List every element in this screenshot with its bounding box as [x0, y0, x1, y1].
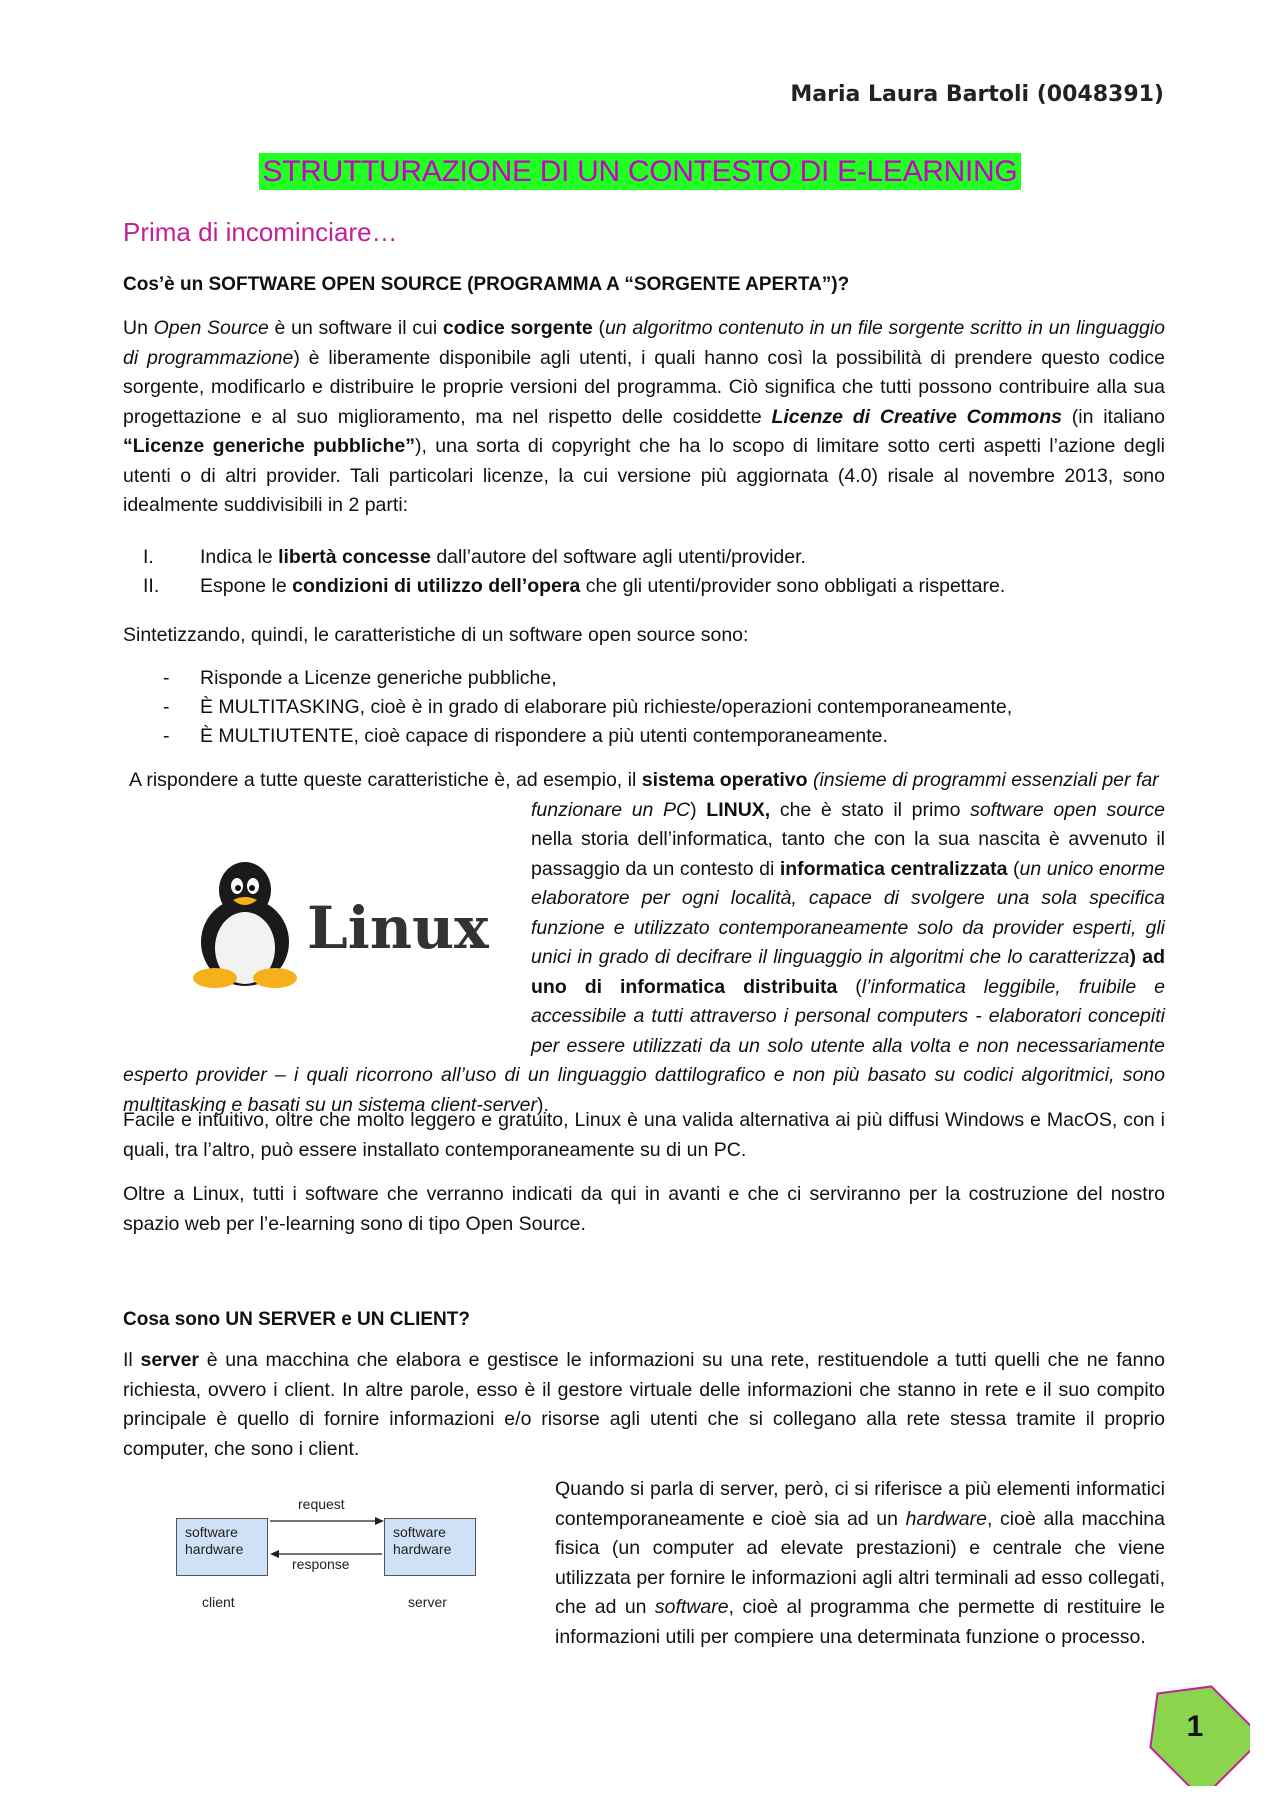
author-header: Maria Laura Bartoli (0048391) [790, 82, 1164, 107]
server-label: server [408, 1594, 447, 1610]
response-label: response [292, 1556, 350, 1572]
client-box: software hardware [176, 1518, 268, 1576]
paragraph-open-source-tools: Oltre a Linux, tutti i software che verranno indicati da qui in avanti e che ci serviranno per la costruzione del nostro spazio web per l’e-learning sono di tipo Open Source. [123, 1183, 1165, 1235]
client-server-diagram [150, 1496, 490, 1616]
list-item: - È MULTIUTENTE, cioè capace di rispondere a più utenti contemporaneamente. [163, 725, 888, 747]
paragraph-linux-alternative: Facile e intuitivo, oltre che molto leggero e gratuito, Linux è una valida alternativa ai più diffusi Windows e MacOS, con i quali, tra l’altro, può essere installato contemporaneamente su di un PC. [123, 1109, 1165, 1161]
server-box: software hardware [384, 1518, 476, 1576]
license-parts-list [123, 543, 1165, 601]
paragraph-summary: Sintetizzando, quindi, le caratteristiche di un software open source sono: [123, 624, 749, 646]
features-list [123, 664, 1165, 751]
request-label: request [298, 1496, 345, 1512]
page-number-badge [1140, 1676, 1250, 1786]
section-heading: Prima di incominciare… [123, 217, 398, 247]
paragraph-server-hw-sw: Quando si parla di server, però, ci si riferisce a più elementi informatici contemporaneamente e cioè sia ad un hardware, cioè alla macchina fisica (un computer ad elevate prestazioni) e centrale che viene utilizzata per fornire le informazioni agli altri terminali ad esso collegati, che ad un software, cioè al programma che permette di restituire le informazioni utili per compiere una determinata funzione o processo. [555, 1478, 1165, 1648]
question-server-client: Cosa sono UN SERVER e UN CLIENT? [123, 1309, 470, 1330]
paragraph-linux: A rispondere a tutte queste caratteristiche è, ad esempio, il sistema operativo (insieme di programmi essenziali per far funzionare un PC) LINUX, che è stato il primo software open source nella storia dell’informatica, tanto che con la sua nascita è avvenuto il passaggio da un contesto di informatica centralizzata (un unico enorme elaboratore per ogni località, capace di svolgere una sola specifica funzione e utilizzato contemporaneamente solo da provider esperti, gli unici in grado di decifrare il linguaggio in algoritmi che lo caratterizza) ad uno di informatica distribuita (l’informatica leggibile, fruibile e accessibile a tutti attraverso i personal computers - elaboratori concepiti per essere utilizzati da un solo utente alla volta e non necessariamente esperto provider – i quali ricorrono all’uso di un linguaggio dattilografico e non più basato su codici algoritmici, sono multitasking e basati su un sistema client-server). [123, 769, 1166, 1116]
client-label: client [202, 1594, 235, 1610]
paragraph-server: Il server è una macchina che elabora e gestisce le informazioni su una rete, restituendole a tutti quelli che ne fanno richiesta, ovvero i client. In altre parole, esso è il gestore virtuale delle informazioni che stanno in rete e il suo compito principale è quello di fornire informazioni e/o risorse agli utenti che si collegano alla rete stessa tramite il proprio computer, che sono i client. [123, 1349, 1165, 1460]
list-item: - È MULTITASKING, cioè è in grado di elaborare più richieste/operazioni contemporaneamente, [163, 696, 1013, 718]
list-item: II. Espone le condizioni di utilizzo dell’opera che gli utenti/provider sono obbligati a rispettare. [143, 575, 1006, 597]
page-number: 1 [1186, 1710, 1204, 1743]
list-item: I. Indica le libertà concesse dall’autore del software agli utenti/provider. [143, 546, 806, 568]
document-title: STRUTTURAZIONE DI UN CONTESTO DI E-LEARNING [0, 155, 1280, 189]
linux-wordmark: Linux [307, 894, 489, 962]
paragraph-open-source: Un Open Source è un software il cui codice sorgente (un algoritmo contenuto in un file sorgente scritto in un linguaggio di programmazione) è liberamente disponibile agli utenti, i quali hanno così la possibilità di prendere questo codice sorgente, modificarlo e distribuire le proprie versioni del programma. Ciò significa che tutti possono contribuire alla sua progettazione e al suo miglioramento, ma nel rispetto delle cosiddette Licenze di Creative Commons (in italiano “Licenze generiche pubbliche”), una sorta di copyright che ha lo scopo di limitare sotto certi aspetti l’azione degli utenti o di altri provider. Tali particolari licenze, la cui versione più aggiornata (4.0) risale al novembre 2013, sono idealmente suddivisibili in 2 parti: [123, 317, 1165, 516]
linux-logo [185, 860, 489, 990]
list-item: - Risponde a Licenze generiche pubbliche, [163, 667, 557, 689]
tux-penguin-icon [185, 860, 305, 990]
question-open-source: Cos’è un SOFTWARE OPEN SOURCE (PROGRAMMA A “SORGENTE APERTA”)? [123, 274, 850, 295]
